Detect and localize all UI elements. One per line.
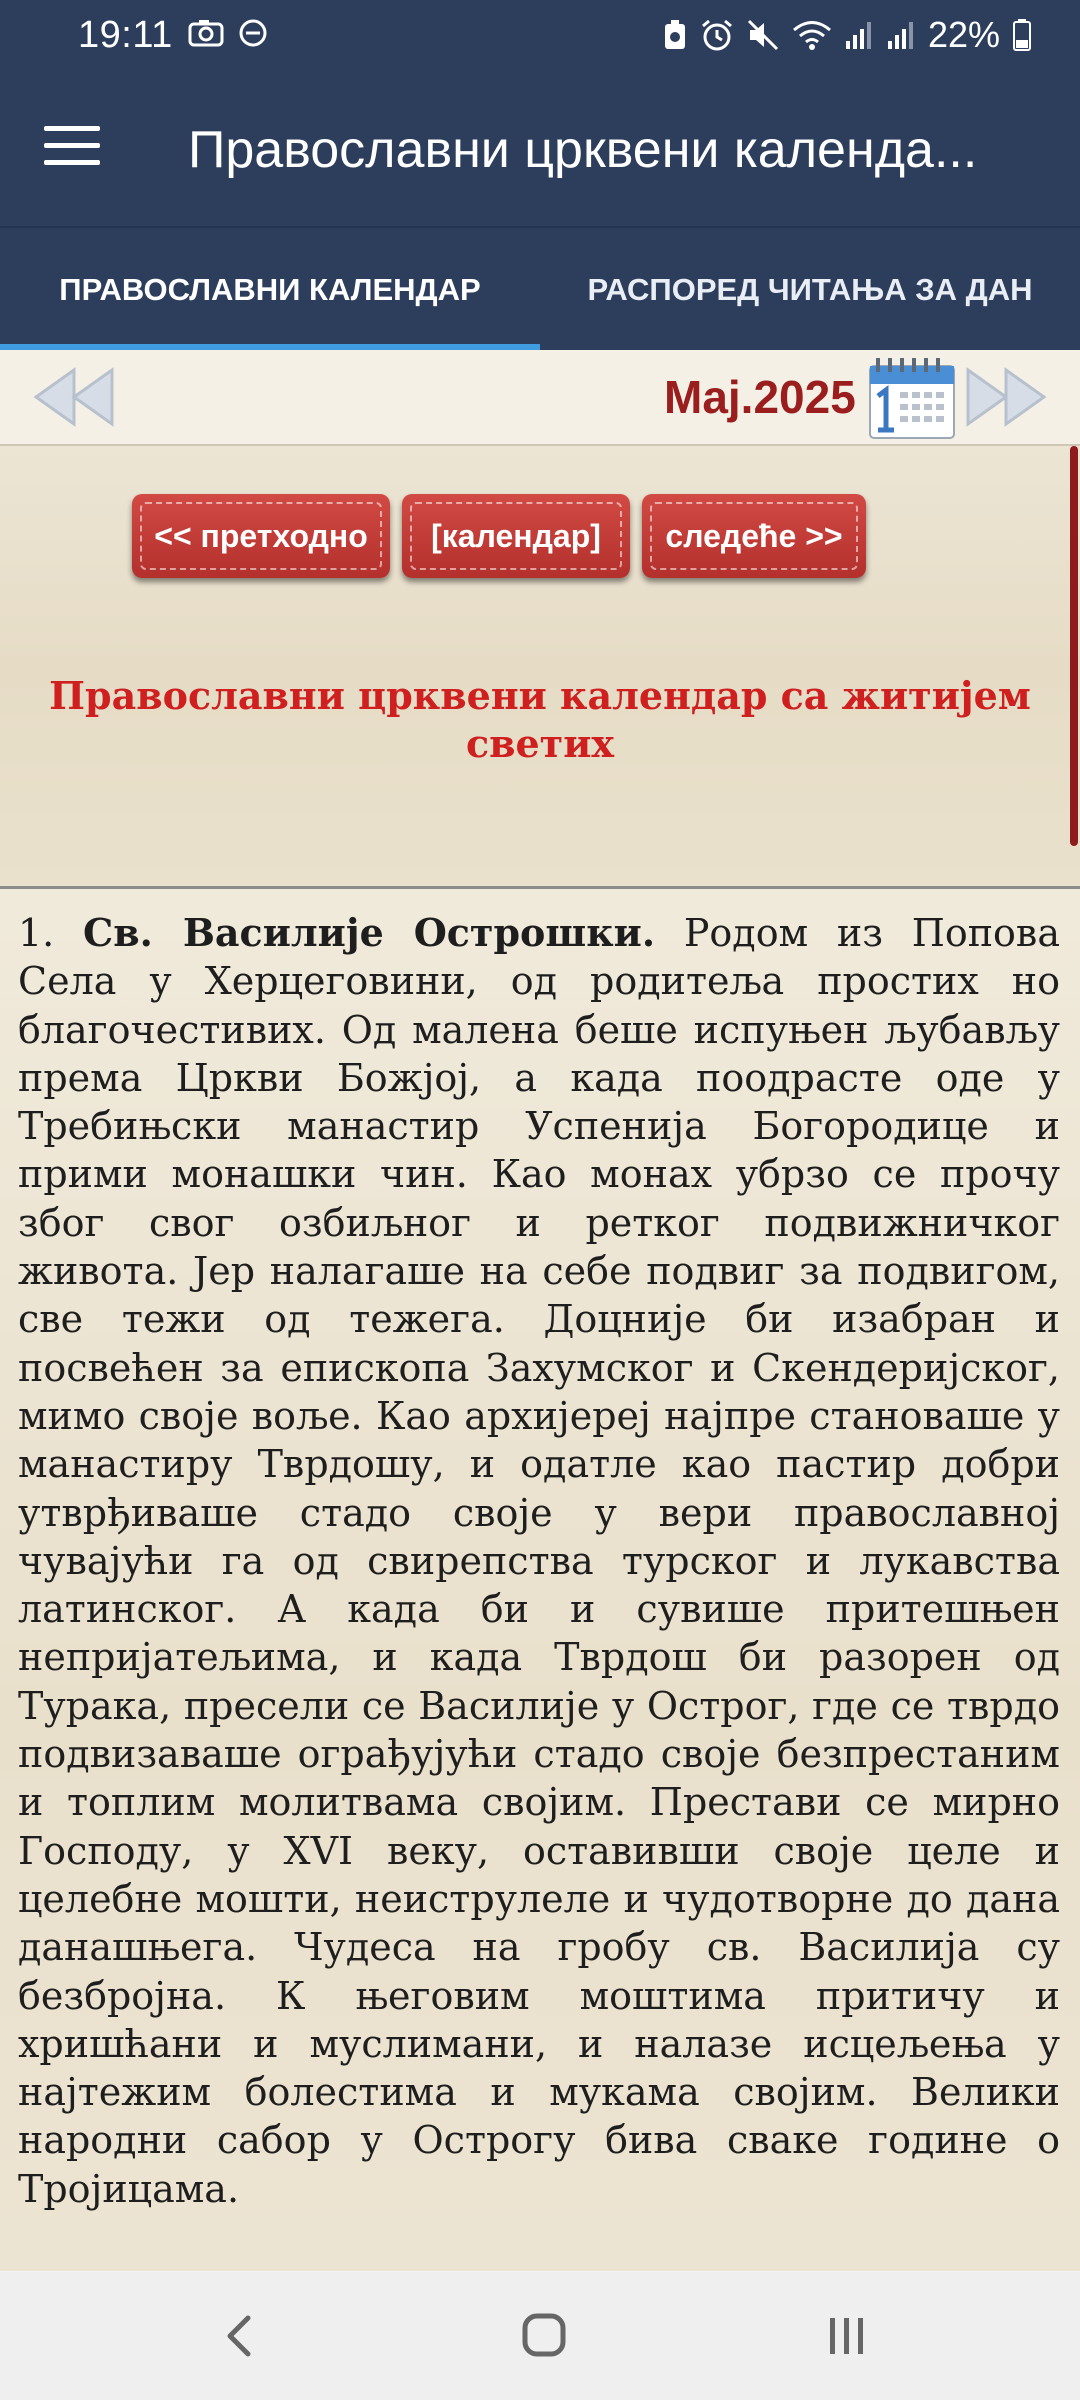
wifi-icon [792, 19, 832, 51]
signal-icon [886, 19, 916, 51]
scroll-indicator [1070, 446, 1078, 846]
calendar-label: [календар] [431, 518, 601, 554]
recents-icon[interactable] [816, 2308, 876, 2364]
previous-day-button[interactable] [132, 494, 390, 578]
rewind-icon[interactable] [26, 364, 122, 430]
app-title: Православни црквени календа... [188, 121, 978, 179]
system-navigation-bar [0, 2272, 1080, 2400]
calendar-button[interactable] [402, 494, 630, 578]
back-icon[interactable] [210, 2308, 270, 2364]
fast-forward-icon[interactable] [958, 364, 1054, 430]
page-heading: Православни црквени календар са житијем светих [49, 673, 1031, 766]
battery-icon [1012, 18, 1032, 52]
header-panel [0, 446, 1080, 889]
camera-icon [188, 19, 224, 47]
previous-day-label: << претходно [154, 518, 368, 554]
battery-saver-icon [662, 19, 688, 51]
next-day-button[interactable] [642, 494, 866, 578]
saint-entry [18, 909, 1060, 2213]
home-icon[interactable] [514, 2308, 574, 2364]
saint-name: Св. Василије Острошки. [83, 910, 656, 955]
next-day-label: следеће >> [665, 518, 843, 554]
app-bar [0, 76, 1080, 226]
mute-icon [746, 18, 780, 52]
tab-bar [0, 226, 1080, 352]
tab-orthodox-calendar[interactable]: ПРАВОСЛАВНИ КАЛЕНДАР [59, 272, 481, 307]
status-time: 19:11 [78, 14, 173, 56]
alarm-icon [700, 18, 734, 52]
do-not-disturb-icon [238, 18, 268, 48]
calendar-icon[interactable] [866, 356, 958, 440]
entry-number: 1. [18, 911, 55, 955]
tab-daily-readings[interactable]: РАСПОРЕД ЧИТАЊА ЗА ДАН [587, 272, 1033, 307]
signal-icon [844, 19, 874, 51]
hamburger-menu-icon[interactable] [44, 126, 100, 170]
saint-life-content [0, 889, 1080, 2271]
month-label: Maj.2025 [664, 371, 856, 423]
status-bar [0, 0, 1080, 76]
month-bar [0, 350, 1080, 446]
entry-text: Родом из Попова Села у Херцеговини, од родитеља простих но благочестивих. Од малена беше испуњен љубављу према Цркви Божјој, а када поодрасте оде у Требињски манастир Успенија Богородице и прими монашки чин. Као монах убрзо се прочу због свог озбиљног и ретког подвижничког живота. Јер налагаше на себе подвиг за подвигом, све тежи од тежега. Доцније би изабран и посвећен за епископа Захумског и Скендеријског, мимо своје воље. Као архијереј најпре становаше у манастиру Тврдошу, и одатле као пастир добри утврђиваше стадо своје у вери православној чувајући га од свирепства турског и лукавства латинског. А када би и сувише притешњен непријатељима, и када Тврдош би разорен од Турака, пресели се Василије у Острог, где се тврдо подвизаваше ограђујући стадо своје безпрестаним и топлим молитвама својим. Престави се мирно Господу, у XVI веку, оставивши своје целе и целебне мошти, неиструлеле и чудотворне до дана данашњега. Чудеса на гробу св. Василија су безбројна. К његовим моштима притичу и хришћани и муслимани, и налазе исцељења у најтежим болестима и мукама својим. Велики народни сабор у Острогу бива сваке године о Тројицама. [18, 911, 1060, 2211]
battery-percent: 22% [927, 14, 1000, 55]
